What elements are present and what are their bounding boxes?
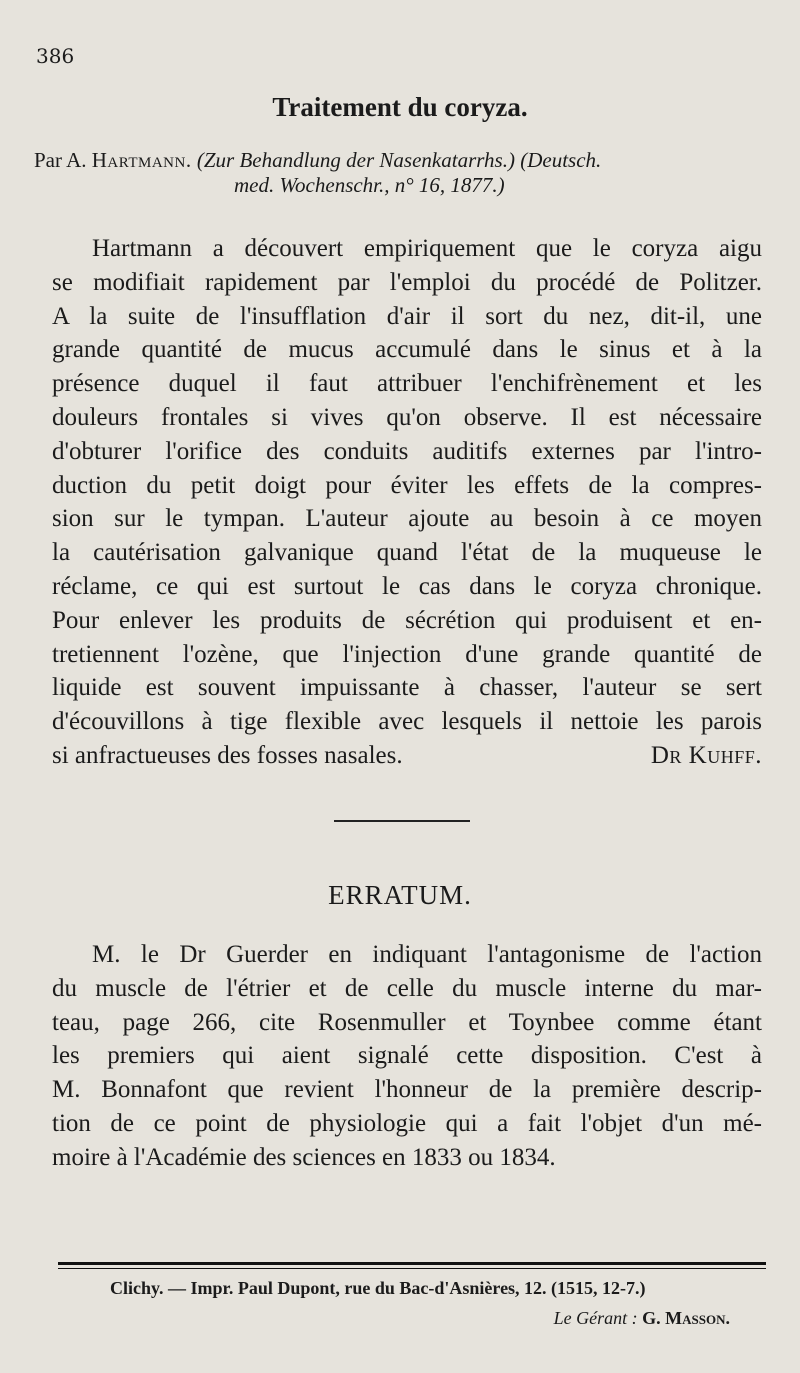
erratum-line: les premiers qui aient signalé cette disposition. C'est à [52, 1042, 762, 1070]
erratum-line: teau, page 266, cite Rosenmuller et Toynbee comme étant [52, 1008, 762, 1036]
article-line: tretiennent l'ozène, que l'injection d'une grande quantité de [52, 640, 762, 668]
article-line: se modifiait rapidement par l'emploi du procédé de Politzer. [52, 268, 762, 296]
article-line: présence duquel il faut attribuer l'enchifrènement et les [52, 370, 762, 398]
erratum-line: M. le Dr Guerder en indiquant l'antagonisme de l'action [92, 941, 762, 968]
article-line: si anfractueuses des fosses nasales. [52, 741, 403, 769]
citation-line2: med. Wochenschr., n° 16, 1877.) [234, 173, 505, 197]
article-line: réclame, ce qui est surtout le cas dans le coryza chronique. [52, 572, 762, 600]
printer-imprint: Clichy. — Impr. Paul Dupont, rue du Bac-d'Asnières, 12. (1515, 12-7.) [110, 1278, 646, 1298]
article-body [52, 232, 762, 773]
article-line-last [52, 739, 762, 773]
erratum-line: M. Bonnafont que revient l'honneur de la première descrip- [52, 1076, 762, 1104]
article-line: liquide est souvent impuissante à chasser, l'auteur se sert [52, 674, 762, 702]
article-line: A la suite de l'insufflation d'air il sort du nez, dit-il, une [52, 302, 762, 330]
article-line: grande quantité de mucus accumulé dans le sinus et à la [52, 336, 762, 364]
erratum-body [52, 938, 762, 1175]
article-signature: Dr Kuhff. [650, 741, 762, 769]
gerant-name: G. Masson. [642, 1308, 730, 1328]
footer-rule-thick [58, 1262, 766, 1265]
article-line: d'obturer l'orifice des conduits auditifs externes par l'intro- [52, 437, 762, 465]
article-title: Traitement du coryza. [272, 92, 528, 122]
section-divider [334, 820, 470, 822]
byline-prefix: Par A. [34, 148, 87, 172]
article-line: d'écouvillons à tige flexible avec lesquels il nettoie les parois [52, 708, 762, 736]
citation-line1: (Zur Behandlung der Nasenkatarrhs.) (Deutsch. [191, 148, 602, 172]
article-line: Pour enlever les produits de sécrétion qui produisent et en- [52, 606, 762, 634]
erratum-heading: ERRATUM. [328, 880, 472, 910]
article-line: la cautérisation galvanique quand l'état de la muqueuse le [52, 539, 762, 567]
article-byline [34, 148, 774, 198]
article-line: douleurs frontales si vives qu'on observe. Il est nécessaire [52, 403, 762, 431]
article-line: sion sur le tympan. L'auteur ajoute au besoin à ce moyen [52, 505, 762, 533]
erratum-line: tion de ce point de physiologie qui a fait l'objet d'un mé- [52, 1109, 762, 1137]
article-line: duction du petit doigt pour éviter les effets de la compres- [52, 471, 762, 499]
page-number: 386 [36, 44, 75, 68]
gerant-line [554, 1308, 730, 1329]
footer-rule-thin [58, 1268, 766, 1269]
gerant-label: Le Gérant : [553, 1308, 638, 1328]
author-name: Hartmann. [91, 148, 192, 172]
article-line: Hartmann a découvert empiriquement que le coryza aigu [92, 235, 762, 262]
erratum-line: moire à l'Académie des sciences en 1833 ou 1834. [52, 1143, 556, 1171]
erratum-line: du muscle de l'étrier et de celle du muscle interne du mar- [52, 974, 762, 1002]
